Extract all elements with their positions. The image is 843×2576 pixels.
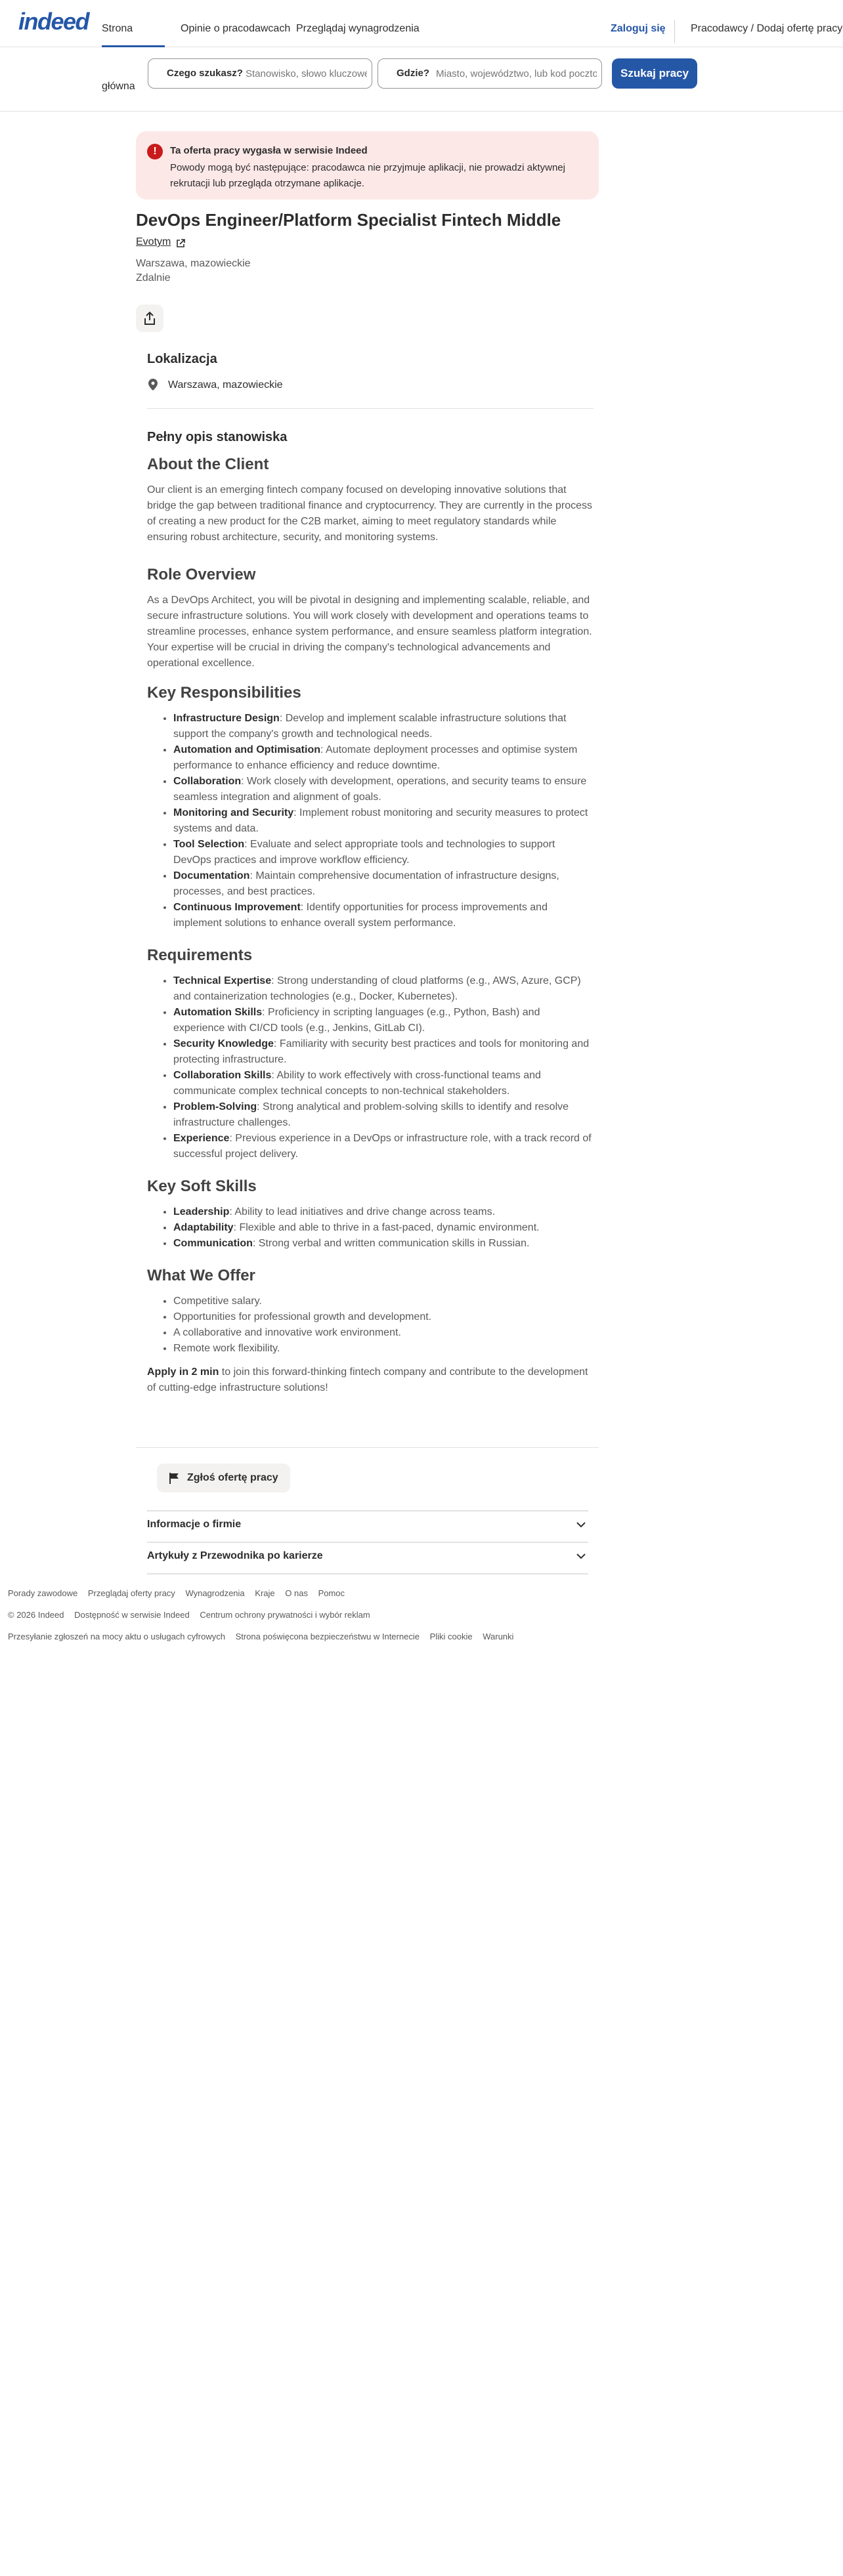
list-item: • Documentation: Maintain comprehensive documentation of infrastructure designs, processes, and best practices.	[173, 868, 594, 900]
list-item: • Problem-Solving: Strong analytical and problem-solving skills to identify and resolve infrastructure challenges.	[173, 1099, 594, 1131]
list-item: • Leadership: Ability to lead initiatives and drive change across teams.	[173, 1204, 594, 1220]
indeed-logo[interactable]: indeed	[18, 8, 89, 35]
description-title: Pełny opis stanowiska	[147, 430, 288, 444]
chevron-down-icon	[576, 1553, 586, 1559]
requirements-list	[147, 973, 594, 1162]
what-input[interactable]	[246, 64, 367, 83]
list-item: • Opportunities for professional growth and development.	[173, 1309, 594, 1325]
responsibilities-list	[147, 711, 594, 931]
footer-links-row	[8, 1632, 521, 1641]
footer-links-row	[8, 1610, 378, 1620]
list-item: • A collaborative and innovative work environment.	[173, 1325, 594, 1341]
footer-link[interactable]: Wynagrodzenia	[185, 1588, 245, 1598]
responsibilities-heading: Key Responsibilities	[147, 684, 301, 702]
offer-list	[147, 1294, 594, 1357]
location-section-title: Lokalizacja	[147, 352, 217, 366]
list-item: • Continuous Improvement: Identify opportunities for process improvements and implement solutions to enhance overall system performance.	[173, 900, 594, 931]
search-bar	[0, 47, 843, 112]
accordion-company-info[interactable]	[147, 1510, 588, 1542]
list-item: • Remote work flexibility.	[173, 1341, 594, 1357]
job-title: DevOps Engineer/Platform Specialist Fintech Middle	[136, 210, 561, 230]
list-item: • Technical Expertise: Strong understanding of cloud platforms (e.g., AWS, Azure, GCP) and containerization technologies (e.g., Docker, Kubernetes).	[173, 973, 594, 1005]
where-label: Gdzie?	[397, 68, 430, 79]
location-pin-icon	[148, 379, 158, 391]
chevron-down-icon	[576, 1522, 586, 1528]
alert-title: Ta oferta pracy wygasła w serwisie Indeed	[170, 145, 368, 156]
search-button[interactable]: Szukaj pracy	[612, 58, 697, 89]
list-item: • Collaboration: Work closely with development, operations, and security teams to ensure seamless integration and alignment of goals.	[173, 774, 594, 805]
footer-links-row	[8, 1588, 353, 1598]
soft-skills-heading: Key Soft Skills	[147, 1177, 257, 1195]
list-item: • Automation Skills: Proficiency in scripting languages (e.g., Python, Bash) and experience with CI/CD tools (e.g., Jenkins, GitLab CI).	[173, 1005, 594, 1036]
external-link-icon[interactable]	[176, 239, 185, 248]
list-item: • Automation and Optimisation: Automate deployment processes and optimise system performance to enhance efficiency and reduce downtime.	[173, 742, 594, 774]
list-item: • Experience: Previous experience in a DevOps or infrastructure role, with a track record of successful project delivery.	[173, 1131, 594, 1162]
list-item: • Competitive salary.	[173, 1294, 594, 1309]
role-heading: Role Overview	[147, 566, 256, 583]
what-label: Czego szukasz?	[167, 68, 243, 79]
nav-divider	[674, 20, 675, 43]
footer-link[interactable]: Warunki	[483, 1632, 514, 1641]
footer-link[interactable]: O nas	[285, 1588, 308, 1598]
role-text: As a DevOps Architect, you will be pivotal in designing and implementing scalable, reliable, and secure infrastructure solutions. You will work closely with development and operations teams to streamline processes, enhance system performance, and ensure seamless platform integration. Your expertise will be crucial in driving the company's technological advancements and operational excellence.	[147, 595, 592, 669]
list-item: • Security Knowledge: Familiarity with security best practices and tools for monitoring and protecting infrastructure.	[173, 1036, 594, 1068]
divider	[147, 1573, 588, 1574]
footer-link[interactable]: Przesyłanie zgłoszeń na mocy aktu o usługach cyfrowych	[8, 1632, 225, 1641]
footer-link[interactable]: Przeglądaj oferty pracy	[87, 1588, 175, 1598]
requirements-heading: Requirements	[147, 946, 253, 964]
list-item: • Infrastructure Design: Develop and implement scalable infrastructure solutions that support the company's growth and technological needs.	[173, 711, 594, 742]
report-label: Zgłoś ofertę pracy	[187, 1472, 278, 1483]
expired-alert	[136, 131, 599, 200]
job-description	[147, 455, 594, 1416]
where-input[interactable]	[436, 64, 597, 83]
alert-text: Powody mogą być następujące: pracodawca nie przyjmuje aplikacji, nie prowadzi aktywnej rekrutacji lub przegląda otrzymane aplikacje.	[170, 162, 565, 189]
apply-text: Apply in 2 min to join this forward-thinking fintech company and contribute to the development of cutting-edge infrastructure solutions!	[147, 1366, 588, 1393]
what-field[interactable]	[148, 58, 372, 89]
footer-link[interactable]: Pomoc	[318, 1588, 345, 1598]
where-field[interactable]	[378, 58, 602, 89]
list-item: • Communication: Strong verbal and written communication skills in Russian.	[173, 1236, 594, 1252]
nav-company-reviews[interactable]: Opinie o pracodawcach	[181, 23, 291, 34]
footer-link[interactable]: Dostępność w serwisie Indeed	[74, 1610, 190, 1620]
footer-link[interactable]: Pliki cookie	[429, 1632, 473, 1641]
company-link[interactable]: Evotym	[136, 236, 171, 247]
flag-icon	[169, 1472, 181, 1484]
nav-home[interactable]: Strona główna	[102, 0, 165, 47]
error-icon: !	[147, 144, 163, 159]
accordion-label: Informacje o firmie	[147, 1519, 242, 1530]
about-text: Our client is an emerging fintech company focused on developing innovative solutions that bridge the gap between traditional finance and cryptocurrency. They are currently in the process of creating a new product for the C2B market, aiming to meet regulatory standards while ensuring robust architecture, security, and monitoring systems.	[147, 484, 593, 543]
footer-link[interactable]: Centrum ochrony prywatności i wybór reklam	[200, 1610, 370, 1620]
job-location: Warszawa, mazowieckie	[136, 258, 251, 269]
divider	[147, 408, 594, 409]
copyright: © 2026 Indeed	[8, 1610, 64, 1620]
footer-link[interactable]: Strona poświęcona bezpieczeństwu w Internecie	[235, 1632, 420, 1641]
share-icon	[143, 311, 156, 326]
location-value: Warszawa, mazowieckie	[168, 379, 283, 391]
list-item: • Adaptability: Flexible and able to thrive in a fast-paced, dynamic environment.	[173, 1220, 594, 1236]
footer-link[interactable]: Kraje	[255, 1588, 275, 1598]
report-job-button[interactable]	[157, 1464, 290, 1492]
footer-link[interactable]: Porady zawodowe	[8, 1588, 78, 1598]
sign-in-link[interactable]: Zaloguj się	[611, 23, 666, 34]
accordion-label: Artykuły z Przewodnika po karierze	[147, 1550, 323, 1561]
offer-heading: What We Offer	[147, 1267, 255, 1284]
share-button[interactable]	[136, 305, 163, 332]
job-work-type: Zdalnie	[136, 272, 171, 284]
soft-skills-list	[147, 1204, 594, 1252]
about-heading: About the Client	[147, 455, 269, 473]
divider	[136, 1447, 599, 1448]
list-item: • Monitoring and Security: Implement robust monitoring and security measures to protect systems and data.	[173, 805, 594, 837]
nav-salaries[interactable]: Przeglądaj wynagrodzenia	[296, 23, 420, 34]
employers-link[interactable]: Pracodawcy / Dodaj ofertę pracy	[691, 23, 843, 34]
accordion-career-guide[interactable]	[147, 1542, 588, 1573]
list-item: • Collaboration Skills: Ability to work effectively with cross-functional teams and communicate complex technical concepts to non-technical stakeholders.	[173, 1068, 594, 1099]
list-item: • Tool Selection: Evaluate and select appropriate tools and technologies to support DevOps practices and improve workflow efficiency.	[173, 837, 594, 868]
